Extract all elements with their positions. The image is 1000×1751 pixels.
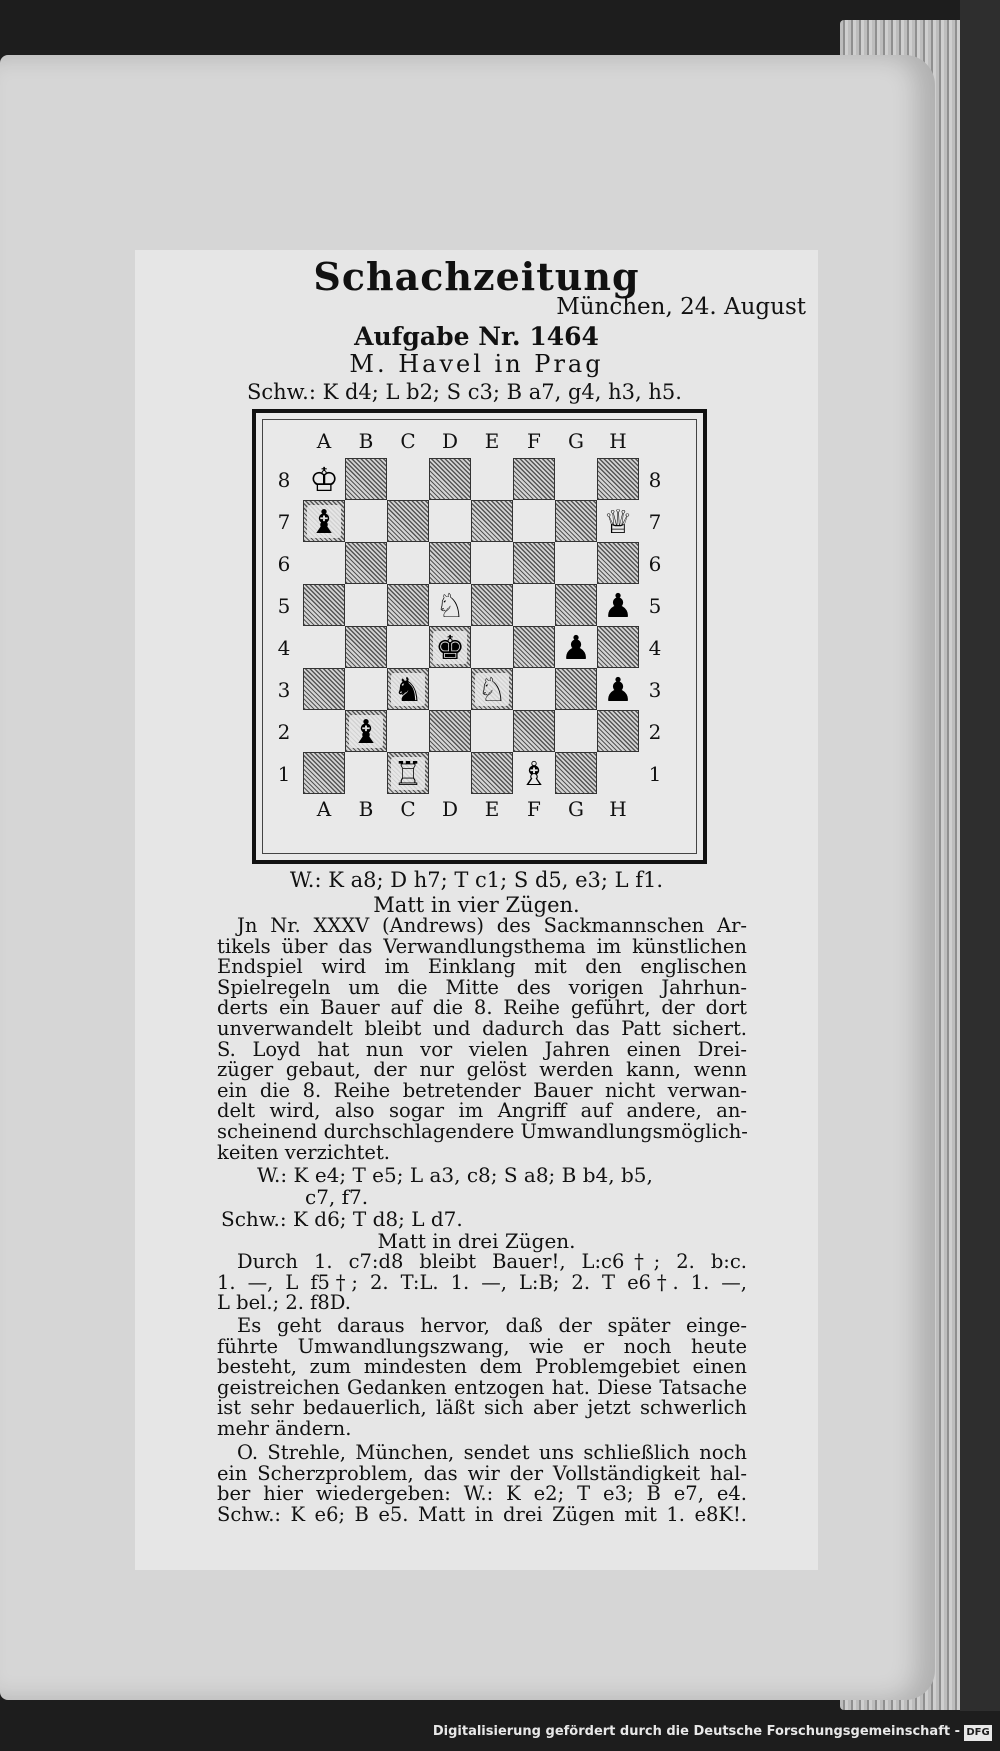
square-h7	[597, 500, 639, 542]
article-line: Endspiel wird im Einklang mit den englischen	[217, 955, 747, 979]
rank-label-1-right: 1	[648, 762, 662, 786]
square-d1	[429, 752, 471, 794]
square-b4	[345, 626, 387, 668]
article-line: derts ein Bauer auf die 8. Reihe geführt, der dort	[217, 996, 747, 1020]
article-line: züger gebaut, der nur gelöst werden kann, wenn	[217, 1058, 747, 1082]
dfg-logo: DFG	[964, 1725, 992, 1741]
conclusion-paragraph	[217, 1316, 747, 1440]
conclusion-line: ist sehr bedauerlich, läßt sich aber jetzt schwerlich	[217, 1396, 747, 1420]
closing-paragraph	[217, 1443, 747, 1525]
square-f2	[513, 710, 555, 752]
square-b5	[345, 584, 387, 626]
solution-line: 1. —, L f5†; 2. T:L. 1. —, L:B; 2. T e6†. 1. —,	[217, 1270, 747, 1294]
square-h3	[597, 668, 639, 710]
square-e1	[471, 752, 513, 794]
article-line: unverwandelt bleibt und dadurch das Patt sichert.	[217, 1016, 747, 1040]
file-label-e-bottom: E	[484, 797, 500, 821]
square-g8	[555, 458, 597, 500]
stipulation: Matt in vier Zügen.	[373, 893, 580, 917]
file-label-h-top: H	[609, 429, 627, 453]
square-g5	[555, 584, 597, 626]
white-rook-icon: ♖	[393, 753, 423, 793]
rank-label-2-right: 2	[648, 720, 662, 744]
article-line: delt wird, also sogar im Angriff auf andere, an-	[217, 1099, 747, 1123]
conclusion-line: geistreichen Gedanken entzogen hat. Diese Tatsache	[217, 1375, 747, 1399]
closing-line: Schw.: K e6; B e5. Matt in drei Zügen mit 1. e8K!.	[217, 1502, 747, 1526]
square-d2	[429, 710, 471, 752]
square-c6	[387, 542, 429, 584]
square-h8	[597, 458, 639, 500]
white-queen-icon: ♕	[603, 501, 633, 541]
square-d4	[429, 626, 471, 668]
file-label-g-top: G	[568, 429, 584, 453]
square-e2	[471, 710, 513, 752]
square-f5	[513, 584, 555, 626]
black-pawn-icon: ♟	[603, 585, 633, 625]
square-b3	[345, 668, 387, 710]
square-a5	[303, 584, 345, 626]
file-label-a-top: A	[316, 429, 332, 453]
square-g4	[555, 626, 597, 668]
loyd-white-position-cont: c7, f7.	[305, 1185, 369, 1209]
file-label-d-top: D	[441, 429, 459, 453]
square-c7	[387, 500, 429, 542]
file-label-c-bottom: C	[400, 797, 416, 821]
square-h4	[597, 626, 639, 668]
square-f3	[513, 668, 555, 710]
square-a4	[303, 626, 345, 668]
square-d5	[429, 584, 471, 626]
book-page	[0, 55, 935, 1700]
dateline: München, 24. August	[556, 294, 806, 320]
article-line: tikels über das Verwandlungsthema im künstlichen	[217, 934, 747, 958]
black-pawn-icon: ♟	[561, 627, 591, 667]
rank-label-5-right: 5	[648, 594, 662, 618]
chess-diagram	[252, 409, 707, 864]
square-d6	[429, 542, 471, 584]
problem-author: M. Havel in Prag	[349, 350, 604, 378]
square-f1	[513, 752, 555, 794]
file-label-c-top: C	[400, 429, 416, 453]
file-label-f-top: F	[527, 429, 541, 453]
white-position: W.: K a8; D h7; T c1; S d5, e3; L f1.	[289, 868, 664, 892]
loyd-black-position: Schw.: K d6; T d8; L d7.	[221, 1207, 463, 1231]
book-cover	[960, 0, 1000, 1751]
rank-label-6-right: 6	[648, 552, 662, 576]
white-knight-icon: ♘	[477, 669, 507, 709]
black-bishop-icon: ♝	[309, 501, 339, 541]
file-label-b-bottom: B	[358, 797, 374, 821]
square-c8	[387, 458, 429, 500]
black-king-icon: ♚	[435, 627, 465, 667]
square-c2	[387, 710, 429, 752]
square-a3	[303, 668, 345, 710]
black-position: Schw.: K d4; L b2; S c3; B a7, g4, h3, h5.	[247, 380, 682, 404]
rank-label-1-left: 1	[277, 762, 291, 786]
square-f6	[513, 542, 555, 584]
square-e4	[471, 626, 513, 668]
square-h1	[597, 752, 639, 794]
square-f4	[513, 626, 555, 668]
square-h6	[597, 542, 639, 584]
square-d8	[429, 458, 471, 500]
solution-line: L bel.; 2. f8D.	[217, 1291, 351, 1315]
solution-paragraph	[217, 1252, 747, 1314]
square-f7	[513, 500, 555, 542]
file-label-h-bottom: H	[609, 797, 627, 821]
rank-label-7-right: 7	[648, 510, 662, 534]
loyd-stipulation: Matt in drei Zügen.	[377, 1229, 576, 1253]
closing-line: ber hier wiedergeben: W.: K e2; T e3; B e7, e4.	[217, 1482, 747, 1506]
black-bishop-icon: ♝	[351, 711, 381, 751]
black-knight-icon: ♞	[393, 669, 423, 709]
square-a6	[303, 542, 345, 584]
problem-number: Aufgabe Nr. 1464	[354, 322, 599, 351]
square-g3	[555, 668, 597, 710]
conclusion-line: mehr ändern.	[217, 1416, 352, 1440]
square-c5	[387, 584, 429, 626]
square-a7	[303, 500, 345, 542]
loyd-white-position: W.: K e4; T e5; L a3, c8; S a8; B b4, b5,	[257, 1163, 653, 1187]
square-e7	[471, 500, 513, 542]
white-bishop-icon: ♗	[519, 753, 549, 793]
file-label-g-bottom: G	[568, 797, 584, 821]
square-b2	[345, 710, 387, 752]
article-paragraph	[217, 916, 747, 1163]
square-e6	[471, 542, 513, 584]
rank-label-8-left: 8	[277, 468, 291, 492]
white-knight-icon: ♘	[435, 585, 465, 625]
article-line: Jn Nr. XXXV (Andrews) des Sackmannschen Ar-	[237, 914, 747, 937]
square-b8	[345, 458, 387, 500]
rank-label-3-right: 3	[648, 678, 662, 702]
square-g7	[555, 500, 597, 542]
masthead: Schachzeitung	[313, 254, 640, 299]
digitization-credit: Digitalisierung gefördert durch die Deutsche Forschungsgemeinschaft -	[432, 1724, 960, 1739]
rank-label-6-left: 6	[277, 552, 291, 576]
article-line: Spielregeln um die Mitte des vorigen Jahrhun-	[217, 975, 747, 999]
file-label-e-top: E	[484, 429, 500, 453]
newspaper-clipping	[135, 250, 818, 1570]
square-e5	[471, 584, 513, 626]
square-f8	[513, 458, 555, 500]
square-e8	[471, 458, 513, 500]
square-b7	[345, 500, 387, 542]
square-a8	[303, 458, 345, 500]
conclusion-line: besteht, zum mindesten dem Problemgebiet einen	[217, 1355, 747, 1379]
rank-label-3-left: 3	[277, 678, 291, 702]
rank-label-4-left: 4	[277, 636, 291, 660]
rank-label-8-right: 8	[648, 468, 662, 492]
square-d7	[429, 500, 471, 542]
black-pawn-icon: ♟	[603, 669, 633, 709]
file-label-d-bottom: D	[441, 797, 459, 821]
article-line: keiten verzichtet.	[217, 1140, 391, 1164]
square-a1	[303, 752, 345, 794]
square-h2	[597, 710, 639, 752]
square-g2	[555, 710, 597, 752]
rank-label-4-right: 4	[648, 636, 662, 660]
rank-label-7-left: 7	[277, 510, 291, 534]
square-c1	[387, 752, 429, 794]
article-line: ein die 8. Reihe betretender Bauer nicht verwan-	[217, 1078, 747, 1102]
rank-label-2-left: 2	[277, 720, 291, 744]
scan-footer	[0, 1711, 1000, 1751]
solution-line: Durch 1. c7:d8 bleibt Bauer!, L:c6†; 2. b:c.	[237, 1250, 747, 1273]
square-c3	[387, 668, 429, 710]
white-king-icon: ♔	[309, 459, 339, 499]
closing-line: O. Strehle, München, sendet uns schließlich noch	[237, 1441, 747, 1464]
conclusion-line: führte Umwandlungszwang, wie er noch heute	[217, 1334, 747, 1358]
article-line: scheinend durchschlagendere Umwandlungsmöglich-	[217, 1119, 748, 1143]
file-label-b-top: B	[358, 429, 374, 453]
square-g6	[555, 542, 597, 584]
square-b1	[345, 752, 387, 794]
square-h5	[597, 584, 639, 626]
square-a2	[303, 710, 345, 752]
rank-label-5-left: 5	[277, 594, 291, 618]
square-c4	[387, 626, 429, 668]
square-e3	[471, 668, 513, 710]
file-label-f-bottom: F	[527, 797, 541, 821]
square-g1	[555, 752, 597, 794]
file-label-a-bottom: A	[316, 797, 332, 821]
square-d3	[429, 668, 471, 710]
article-line: S. Loyd hat nun vor vielen Jahren einen Drei-	[217, 1037, 747, 1061]
closing-line: ein Scherzproblem, das wir der Vollständigkeit hal-	[217, 1461, 747, 1485]
square-b6	[345, 542, 387, 584]
conclusion-line: Es geht daraus hervor, daß der später einge-	[237, 1314, 747, 1337]
